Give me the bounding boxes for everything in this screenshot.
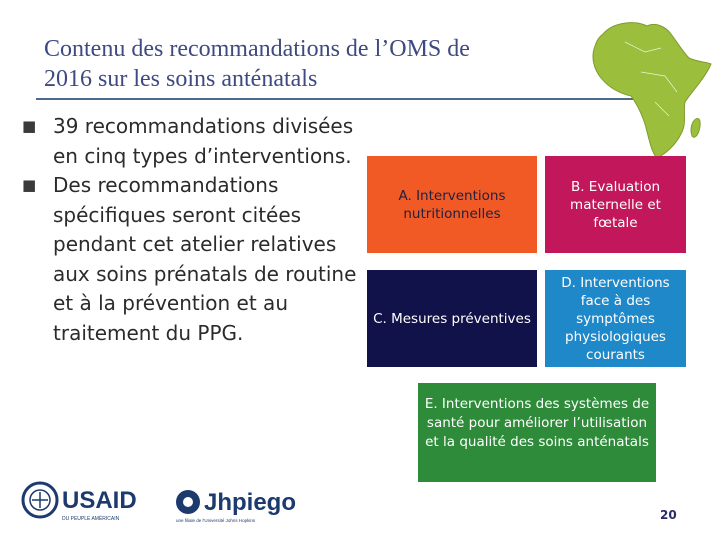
intervention-box-b — [545, 156, 686, 253]
intervention-box-e-line-3: et la qualité des soins anténatals — [425, 434, 649, 450]
bullet-text: 39 recommandations divisées en cinq types d’interventions. — [53, 114, 354, 168]
title-divider — [36, 98, 636, 100]
intervention-box-a — [367, 156, 537, 253]
bullet-text: Des recommandations spécifiques seront citées pendant cet atelier relatives aux soins prénatals de routine et à la prévention et au traitement du PPG. — [53, 173, 357, 345]
jhpiego-logo — [176, 489, 296, 523]
slide-title-line-1: Contenu des recommandations de l’OMS de — [44, 36, 470, 62]
slide-title-line-2: 2016 sur les soins anténatals — [44, 66, 318, 92]
svg-text:Jhpiego: Jhpiego — [204, 489, 297, 516]
svg-text:une filiale de l'Université Jo: une filiale de l'Université Johns Hopkins — [176, 518, 256, 523]
svg-text:USAID: USAID — [62, 487, 137, 514]
intervention-box-e — [418, 383, 656, 482]
page-number: 20 — [660, 508, 677, 522]
intervention-box-e-line-2: santé pour améliorer l’utilisation — [426, 415, 648, 431]
intervention-box-c-label: C. Mesures préventives — [373, 310, 531, 327]
intervention-box-d — [545, 270, 686, 367]
usaid-logo — [23, 483, 137, 522]
intervention-box-c — [367, 270, 537, 367]
slide-title — [44, 34, 564, 94]
bullet-item — [22, 171, 357, 348]
intervention-box-b-label: B. Evaluation maternelle et fœtale — [570, 178, 661, 231]
intervention-box-e-line-1: E. Interventions des systèmes de — [424, 396, 650, 412]
intervention-box-d-label: D. Interventions face à des symptômes physiologiques courants — [561, 274, 670, 363]
bullet-square-icon: ■ — [22, 117, 37, 135]
intervention-box-a-label: A. Interventions nutritionnelles — [398, 187, 506, 222]
africa-map-icon — [585, 12, 715, 162]
svg-text:DU PEUPLE AMÉRICAIN: DU PEUPLE AMÉRICAIN — [62, 516, 120, 522]
bullet-list — [22, 112, 357, 348]
bullet-item — [22, 112, 357, 171]
partner-logos — [20, 478, 297, 526]
bullet-square-icon: ■ — [22, 176, 37, 194]
